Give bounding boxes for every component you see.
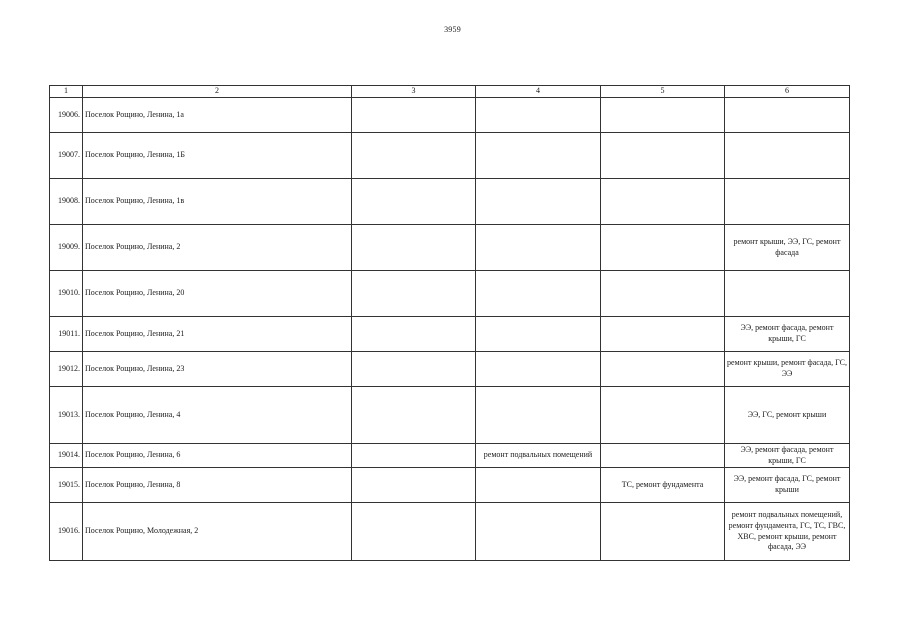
col3-cell <box>352 352 476 387</box>
table-row <box>50 317 850 352</box>
col3-cell <box>352 225 476 271</box>
address-cell: Поселок Рощино, Ленина, 21 <box>83 317 352 352</box>
col5-cell <box>601 98 725 133</box>
address-cell: Поселок Рощино, Ленина, 23 <box>83 352 352 387</box>
address-cell: Поселок Рощино, Ленина, 20 <box>83 271 352 317</box>
col4-cell <box>476 179 601 225</box>
col4-cell <box>476 352 601 387</box>
address-cell: Поселок Рощино, Ленина, 2 <box>83 225 352 271</box>
col4-cell <box>476 133 601 179</box>
col3-cell <box>352 98 476 133</box>
col5-cell <box>601 503 725 561</box>
col5-cell <box>601 352 725 387</box>
col6-cell: ЭЭ, ремонт фасада, ГС, ремонт крыши <box>725 468 850 503</box>
column-header-2: 2 <box>83 86 352 98</box>
row-number-cell: 19012. <box>50 352 83 387</box>
row-number-cell: 19015. <box>50 468 83 503</box>
col5-cell <box>601 317 725 352</box>
row-number-cell: 19016. <box>50 503 83 561</box>
col6-cell: ремонт крыши, ЭЭ, ГС, ремонт фасада <box>725 225 850 271</box>
address-cell: Поселок Рощино, Ленина, 6 <box>83 444 352 468</box>
col5-cell <box>601 387 725 444</box>
table-row <box>50 98 850 133</box>
table-row <box>50 271 850 317</box>
address-cell: Поселок Рощино, Ленина, 1Б <box>83 133 352 179</box>
col3-cell <box>352 387 476 444</box>
col4-cell <box>476 468 601 503</box>
col4-cell <box>476 98 601 133</box>
address-cell: Поселок Рощино, Ленина, 1а <box>83 98 352 133</box>
address-cell: Поселок Рощино, Ленина, 1в <box>83 179 352 225</box>
col6-cell: ремонт крыши, ремонт фасада, ГС, ЭЭ <box>725 352 850 387</box>
col6-cell: ремонт подвальных помещений, ремонт фундамента, ГС, ТС, ГВС, ХВС, ремонт крыши, ремонт фасада, ЭЭ <box>725 503 850 561</box>
column-header-1: 1 <box>50 86 83 98</box>
table-row <box>50 352 850 387</box>
page-number: 3959 <box>444 25 461 34</box>
table-row <box>50 503 850 561</box>
col3-cell <box>352 271 476 317</box>
row-number-cell: 19014. <box>50 444 83 468</box>
col4-cell <box>476 317 601 352</box>
col6-cell: ЭЭ, ремонт фасада, ремонт крыши, ГС <box>725 317 850 352</box>
col6-cell <box>725 98 850 133</box>
address-cell: Поселок Рощино, Ленина, 8 <box>83 468 352 503</box>
col5-cell: ТС, ремонт фундамента <box>601 468 725 503</box>
col3-cell <box>352 468 476 503</box>
row-number-cell: 19010. <box>50 271 83 317</box>
col6-cell: ЭЭ, ГС, ремонт крыши <box>725 387 850 444</box>
column-header-6: 6 <box>725 86 850 98</box>
column-header-4: 4 <box>476 86 601 98</box>
repair-schedule-table <box>49 85 850 561</box>
col3-cell <box>352 133 476 179</box>
address-cell: Поселок Рощино, Молодежная, 2 <box>83 503 352 561</box>
row-number-cell: 19009. <box>50 225 83 271</box>
col6-cell: ЭЭ, ремонт фасада, ремонт крыши, ГС <box>725 444 850 468</box>
table-row <box>50 133 850 179</box>
row-number-cell: 19011. <box>50 317 83 352</box>
header-row <box>50 86 850 98</box>
table-row <box>50 225 850 271</box>
col3-cell <box>352 503 476 561</box>
row-number-cell: 19006. <box>50 98 83 133</box>
column-header-3: 3 <box>352 86 476 98</box>
col6-cell <box>725 133 850 179</box>
col5-cell <box>601 271 725 317</box>
col6-cell <box>725 271 850 317</box>
table-row <box>50 468 850 503</box>
col5-cell <box>601 179 725 225</box>
col4-cell <box>476 225 601 271</box>
table-row <box>50 387 850 444</box>
column-header-5: 5 <box>601 86 725 98</box>
col3-cell <box>352 444 476 468</box>
row-number-cell: 19008. <box>50 179 83 225</box>
col6-cell <box>725 179 850 225</box>
table-row <box>50 444 850 468</box>
col5-cell <box>601 225 725 271</box>
col4-cell: ремонт подвальных помещений <box>476 444 601 468</box>
col3-cell <box>352 317 476 352</box>
col4-cell <box>476 387 601 444</box>
col5-cell <box>601 133 725 179</box>
table-row <box>50 179 850 225</box>
row-number-cell: 19007. <box>50 133 83 179</box>
col5-cell <box>601 444 725 468</box>
col4-cell <box>476 503 601 561</box>
row-number-cell: 19013. <box>50 387 83 444</box>
address-cell: Поселок Рощино, Ленина, 4 <box>83 387 352 444</box>
col3-cell <box>352 179 476 225</box>
col4-cell <box>476 271 601 317</box>
